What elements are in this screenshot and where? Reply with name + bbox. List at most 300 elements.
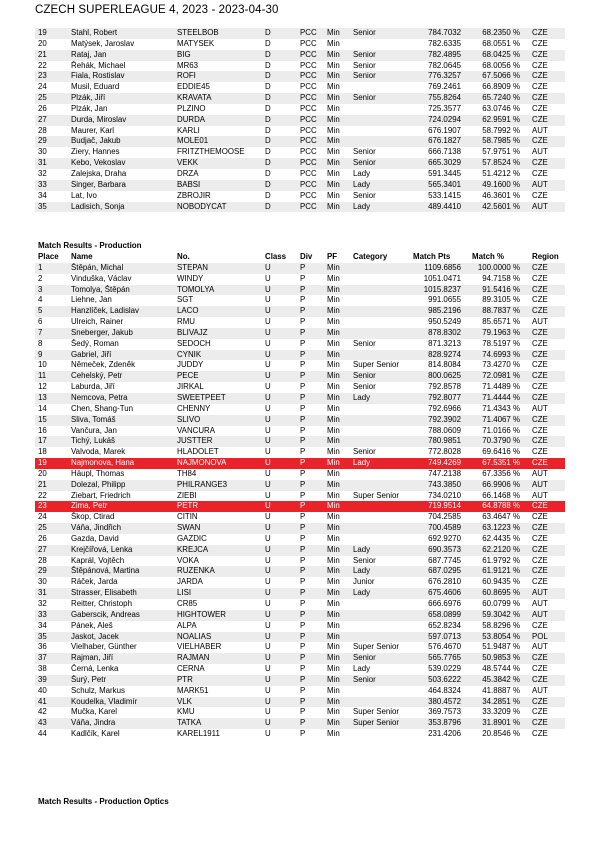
cell-match-pts: 792.8578 xyxy=(428,382,461,392)
cell-division: PCC xyxy=(300,28,317,37)
cell-division: P xyxy=(300,447,306,457)
cell-place: 25 xyxy=(38,93,47,103)
table-row xyxy=(35,480,565,491)
cell-division: P xyxy=(300,360,306,370)
cell-number: CHENNY xyxy=(177,403,211,413)
cell-match-pts: 828.9274 xyxy=(428,349,461,359)
cell-pf: Min xyxy=(327,685,340,695)
cell-region: CZE xyxy=(532,577,548,587)
table-row xyxy=(35,534,565,545)
cell-division: P xyxy=(300,631,306,641)
cell-number: VIELHABER xyxy=(177,642,222,652)
cell-pf: Min xyxy=(327,179,340,189)
cell-name: Ráček, Jarda xyxy=(71,577,118,587)
cell-number: RAJMAN xyxy=(177,653,210,663)
cell-place: 28 xyxy=(38,555,47,565)
cell-place: 11 xyxy=(38,371,47,381)
table-row xyxy=(35,621,565,632)
cell-division: PCC xyxy=(300,93,317,103)
cell-place: 29 xyxy=(38,566,47,576)
cell-pf: Min xyxy=(327,190,340,200)
cell-class: D xyxy=(265,38,271,48)
cell-match-pct: 67.3356 % xyxy=(482,468,520,478)
cell-match-pct: 51.9487 % xyxy=(482,642,520,652)
cell-region: CZE xyxy=(532,371,548,381)
header-region: Region xyxy=(532,252,559,261)
table-row xyxy=(35,577,565,588)
cell-match-pts: 675.4606 xyxy=(428,588,461,598)
cell-match-pts: 985.2196 xyxy=(428,306,461,316)
cell-match-pts: 784.7032 xyxy=(428,28,461,37)
cell-class: U xyxy=(265,718,271,728)
cell-number: KRAVATA xyxy=(177,93,212,103)
cell-pf: Min xyxy=(327,392,340,402)
cell-place: 25 xyxy=(38,523,47,533)
table-row xyxy=(35,328,565,339)
cell-region: CZE xyxy=(532,349,548,359)
cell-match-pts: 788.0609 xyxy=(428,425,461,435)
table-row xyxy=(35,426,565,437)
cell-name: Ziebart, Friedrich xyxy=(71,490,131,500)
cell-pf: Min xyxy=(327,114,340,124)
cell-place: 30 xyxy=(38,577,47,587)
table-row xyxy=(35,339,565,350)
cell-class: U xyxy=(265,284,271,294)
cell-class: U xyxy=(265,653,271,663)
table-row xyxy=(35,523,565,534)
table-row xyxy=(35,653,565,664)
cell-division: P xyxy=(300,317,306,327)
cell-name: Cehelský, Petr xyxy=(71,371,123,381)
cell-match-pct: 79.1963 % xyxy=(482,327,520,337)
cell-match-pts: 369.7573 xyxy=(428,707,461,717)
table-row xyxy=(35,566,565,577)
cell-category: Lady xyxy=(353,458,371,468)
cell-class: U xyxy=(265,425,271,435)
cell-division: PCC xyxy=(300,201,317,211)
cell-name: Váňa, Jindra xyxy=(71,718,116,728)
table-row xyxy=(35,180,565,191)
cell-pf: Min xyxy=(327,533,340,543)
cell-match-pct: 68.2350 % xyxy=(482,28,520,37)
cell-match-pts: 692.9270 xyxy=(428,533,461,543)
cell-region: CZE xyxy=(532,158,548,168)
cell-match-pts: 687.7745 xyxy=(428,555,461,565)
cell-number: HIGHTOWER xyxy=(177,609,226,619)
cell-place: 32 xyxy=(38,168,47,178)
cell-pf: Min xyxy=(327,566,340,576)
cell-region: CZE xyxy=(532,262,548,272)
table-row xyxy=(35,588,565,599)
cell-number: NOALIAS xyxy=(177,631,212,641)
cell-pf: Min xyxy=(327,49,340,59)
cell-division: P xyxy=(300,479,306,489)
cell-match-pts: 704.2585 xyxy=(428,512,461,522)
cell-number: MARK51 xyxy=(177,685,209,695)
cell-region: CZE xyxy=(532,38,548,48)
cell-number: FRITZTHEMOOSE xyxy=(177,147,245,157)
table-header-row xyxy=(35,252,565,263)
table-row xyxy=(35,50,565,61)
cell-region: CZE xyxy=(532,414,548,424)
table-row xyxy=(35,350,565,361)
cell-category: Senior xyxy=(353,447,376,457)
cell-match-pts: 676.1827 xyxy=(428,136,461,146)
cell-region: AUT xyxy=(532,317,548,327)
cell-match-pct: 57.9751 % xyxy=(482,147,520,157)
cell-category: Senior xyxy=(353,338,376,348)
cell-division: P xyxy=(300,620,306,630)
cell-match-pts: 725.3577 xyxy=(428,103,461,113)
cell-name: Kebo, Vekoslav xyxy=(71,158,126,168)
cell-match-pct: 61.9121 % xyxy=(482,566,520,576)
cell-category: Senior xyxy=(353,60,376,70)
cell-class: D xyxy=(265,147,271,157)
cell-region: CZE xyxy=(532,327,548,337)
cell-number: MATYSEK xyxy=(177,38,215,48)
cell-match-pts: 755.8264 xyxy=(428,93,461,103)
cell-number: MR63 xyxy=(177,60,199,70)
cell-name: Durda, Miroslav xyxy=(71,114,127,124)
cell-region: CZE xyxy=(532,425,548,435)
header-name: Name xyxy=(71,252,93,261)
cell-pf: Min xyxy=(327,707,340,717)
cell-pf: Min xyxy=(327,371,340,381)
cell-pf: Min xyxy=(327,71,340,81)
cell-class: D xyxy=(265,82,271,92)
cell-number: LISI xyxy=(177,588,192,598)
cell-category: Lady xyxy=(353,566,371,576)
cell-name: Jaskot, Jacek xyxy=(71,631,119,641)
cell-number: ALPA xyxy=(177,620,197,630)
cell-name: Štěpánová, Martina xyxy=(71,566,140,576)
cell-division: P xyxy=(300,349,306,359)
cell-match-pct: 68.0425 % xyxy=(482,49,520,59)
cell-number: SLIVO xyxy=(177,414,201,424)
cell-match-pct: 60.0799 % xyxy=(482,599,520,608)
cell-class: U xyxy=(265,382,271,392)
table-row xyxy=(35,317,565,328)
cell-class: U xyxy=(265,729,271,739)
cell-match-pts: 814.8084 xyxy=(428,360,461,370)
cell-number: JUSTTER xyxy=(177,436,213,446)
cell-match-pct: 58.8296 % xyxy=(482,620,520,630)
cell-division: P xyxy=(300,414,306,424)
cell-name: Zalejska, Draha xyxy=(71,168,127,178)
cell-number: RUZENKA xyxy=(177,566,215,576)
cell-number: JARDA xyxy=(177,577,203,587)
cell-division: P xyxy=(300,382,306,392)
cell-name: Stahl, Robert xyxy=(71,28,118,37)
cell-division: P xyxy=(300,338,306,348)
cell-match-pct: 20.8546 % xyxy=(482,729,520,739)
cell-pf: Min xyxy=(327,327,340,337)
cell-division: P xyxy=(300,523,306,533)
table-row xyxy=(35,61,565,72)
cell-match-pct: 42.5601 % xyxy=(482,201,520,211)
cell-region: CZE xyxy=(532,103,548,113)
cell-place: 37 xyxy=(38,653,47,663)
cell-division: P xyxy=(300,371,306,381)
cell-place: 15 xyxy=(38,414,47,424)
cell-region: CZE xyxy=(532,338,548,348)
cell-match-pts: 576.4670 xyxy=(428,642,461,652)
cell-match-pts: 772.8028 xyxy=(428,447,461,457)
cell-place: 41 xyxy=(38,696,47,706)
table-row xyxy=(35,707,565,718)
cell-region: CZE xyxy=(532,566,548,576)
cell-place: 24 xyxy=(38,82,47,92)
cell-match-pct: 71.0166 % xyxy=(482,425,520,435)
cell-category: Super Senior xyxy=(353,642,400,652)
cell-match-pct: 59.3042 % xyxy=(482,609,520,619)
cell-pf: Min xyxy=(327,479,340,489)
cell-match-pts: 591.3445 xyxy=(428,168,461,178)
cell-pf: Min xyxy=(327,382,340,392)
header-category: Category xyxy=(353,252,388,261)
cell-place: 13 xyxy=(38,392,47,402)
cell-class: D xyxy=(265,136,271,146)
cell-category: Super Senior xyxy=(353,360,400,370)
cell-category: Lady xyxy=(353,179,371,189)
table-row xyxy=(35,632,565,643)
cell-region: CZE xyxy=(532,168,548,178)
cell-match-pct: 48.5744 % xyxy=(482,664,520,674)
cell-division: P xyxy=(300,436,306,446)
cell-match-pct: 73.4270 % xyxy=(482,360,520,370)
cell-match-pts: 503.6222 xyxy=(428,674,461,684)
table-row xyxy=(35,360,565,371)
cell-region: CZE xyxy=(532,284,548,294)
table-row xyxy=(35,610,565,621)
cell-category: Senior xyxy=(353,190,376,200)
cell-match-pts: 539.0229 xyxy=(428,664,461,674)
cell-match-pct: 100.0000 % xyxy=(477,262,520,272)
cell-place: 35 xyxy=(38,631,47,641)
cell-match-pct: 45.3842 % xyxy=(482,674,520,684)
cell-class: U xyxy=(265,631,271,641)
cell-place: 35 xyxy=(38,201,47,211)
cell-place: 29 xyxy=(38,136,47,146)
table-row xyxy=(35,675,565,686)
cell-match-pts: 565.7765 xyxy=(428,653,461,663)
cell-name: Kadlčík, Karel xyxy=(71,729,120,739)
table-row xyxy=(35,104,565,115)
cell-class: U xyxy=(265,555,271,565)
cell-class: U xyxy=(265,262,271,272)
cell-name: Nemcova, Petra xyxy=(71,392,128,402)
cell-class: D xyxy=(265,60,271,70)
cell-number: PHILRANGE3 xyxy=(177,479,227,489)
cell-match-pct: 71.4343 % xyxy=(482,403,520,413)
cell-number: STEELBOB xyxy=(177,28,219,37)
cell-name: Štěpán, Michal xyxy=(71,262,124,272)
cell-division: P xyxy=(300,729,306,739)
cell-match-pts: 792.6966 xyxy=(428,403,461,413)
cell-division: P xyxy=(300,501,306,511)
section-title-production-optics: Match Results - Production Optics xyxy=(38,797,169,806)
table-row xyxy=(35,512,565,523)
cell-number: BABSI xyxy=(177,179,201,189)
cell-division: P xyxy=(300,674,306,684)
cell-name: Gaberscik, Andreas xyxy=(71,609,140,619)
cell-region: CZE xyxy=(532,49,548,59)
cell-category: Senior xyxy=(353,382,376,392)
cell-region: CZE xyxy=(532,28,548,37)
cell-place: 27 xyxy=(38,544,47,554)
cell-pf: Min xyxy=(327,295,340,305)
cell-name: Maurer, Karl xyxy=(71,125,114,135)
cell-match-pct: 60.8695 % xyxy=(482,588,520,598)
cell-pf: Min xyxy=(327,306,340,316)
cell-number: VOKA xyxy=(177,555,199,565)
cell-number: VEKK xyxy=(177,158,199,168)
cell-place: 22 xyxy=(38,60,47,70)
cell-match-pts: 464.8324 xyxy=(428,685,461,695)
cell-name: Laburda, Jiří xyxy=(71,382,115,392)
cell-class: U xyxy=(265,620,271,630)
cell-match-pts: 533.1415 xyxy=(428,190,461,200)
cell-region: AUT xyxy=(532,179,548,189)
cell-match-pct: 64.8788 % xyxy=(482,501,520,511)
cell-category: Senior xyxy=(353,147,376,157)
cell-match-pct: 34.2851 % xyxy=(482,696,520,706)
cell-pf: Min xyxy=(327,620,340,630)
table-row xyxy=(35,82,565,93)
cell-division: P xyxy=(300,392,306,402)
cell-name: Budjač, Jakub xyxy=(71,136,121,146)
cell-division: P xyxy=(300,512,306,522)
cell-number: BIG xyxy=(177,49,191,59)
cell-match-pct: 68.0056 % xyxy=(482,60,520,70)
table-row xyxy=(35,274,565,285)
cell-place: 20 xyxy=(38,468,47,478)
cell-place: 10 xyxy=(38,360,47,370)
table-row xyxy=(35,115,565,126)
cell-category: Senior xyxy=(353,93,376,103)
cell-division: P xyxy=(300,273,306,283)
cell-match-pct: 46.3601 % xyxy=(482,190,520,200)
table-row xyxy=(35,415,565,426)
results-table-continued xyxy=(35,28,565,212)
table-row xyxy=(35,686,565,697)
cell-class: U xyxy=(265,523,271,533)
cell-place: 23 xyxy=(38,501,47,511)
cell-match-pct: 53.8054 % xyxy=(482,631,520,641)
cell-match-pts: 792.8077 xyxy=(428,392,461,402)
cell-division: P xyxy=(300,468,306,478)
cell-category: Senior xyxy=(353,28,376,37)
cell-pf: Min xyxy=(327,284,340,294)
cell-match-pct: 68.0551 % xyxy=(482,38,520,48)
header-match-pts: Match Pts xyxy=(413,252,451,261)
cell-number: ZBROJIR xyxy=(177,190,211,200)
cell-name: Gabriel, Jiří xyxy=(71,349,112,359)
cell-name: Valvoda, Marek xyxy=(71,447,126,457)
cell-name: Chen, Shang-Tun xyxy=(71,403,133,413)
cell-region: AUT xyxy=(532,201,548,211)
cell-match-pct: 63.0746 % xyxy=(482,103,520,113)
cell-class: U xyxy=(265,414,271,424)
cell-category: Lady xyxy=(353,201,371,211)
cell-region: CZE xyxy=(532,533,548,543)
cell-division: P xyxy=(300,295,306,305)
cell-number: TOMOLYA xyxy=(177,284,215,294)
cell-division: PCC xyxy=(300,103,317,113)
cell-region: CZE xyxy=(532,718,548,728)
cell-name: Šurý, Petr xyxy=(71,674,107,684)
cell-match-pct: 66.1468 % xyxy=(482,490,520,500)
table-row xyxy=(35,491,565,502)
cell-name: Lat, Ivo xyxy=(71,190,97,200)
cell-number: DRZA xyxy=(177,168,199,178)
cell-place: 42 xyxy=(38,707,47,717)
cell-name: Plzák, Jan xyxy=(71,103,108,113)
cell-region: CZE xyxy=(532,114,548,124)
cell-place: 33 xyxy=(38,179,47,189)
cell-class: D xyxy=(265,158,271,168)
cell-number: JIRKAL xyxy=(177,382,204,392)
table-row xyxy=(35,697,565,708)
cell-name: Řehák, Michael xyxy=(71,60,126,70)
cell-category: Lady xyxy=(353,664,371,674)
cell-pf: Min xyxy=(327,447,340,457)
cell-place: 14 xyxy=(38,403,47,413)
cell-match-pts: 652.8234 xyxy=(428,620,461,630)
cell-class: U xyxy=(265,501,271,511)
cell-pf: Min xyxy=(327,262,340,272)
table-row xyxy=(35,93,565,104)
cell-match-pts: 871.3213 xyxy=(428,338,461,348)
cell-region: CZE xyxy=(532,707,548,717)
cell-region: AUT xyxy=(532,609,548,619)
cell-number: CYNIK xyxy=(177,349,202,359)
cell-number: PECE xyxy=(177,371,199,381)
cell-pf: Min xyxy=(327,631,340,641)
cell-match-pct: 58.7992 % xyxy=(482,125,520,135)
cell-place: 30 xyxy=(38,147,47,157)
cell-division: PCC xyxy=(300,190,317,200)
header-match-pct: Match % xyxy=(472,252,505,261)
cell-pf: Min xyxy=(327,458,340,468)
cell-pf: Min xyxy=(327,588,340,598)
cell-class: U xyxy=(265,696,271,706)
cell-match-pct: 67.5351 % xyxy=(482,458,520,468)
cell-pf: Min xyxy=(327,729,340,739)
cell-pf: Min xyxy=(327,28,340,37)
cell-region: CZE xyxy=(532,436,548,446)
cell-division: P xyxy=(300,555,306,565)
cell-number: PETR xyxy=(177,501,199,511)
table-row xyxy=(35,729,565,740)
cell-number: DURDA xyxy=(177,114,206,124)
cell-division: P xyxy=(300,544,306,554)
cell-match-pct: 72.0981 % xyxy=(482,371,520,381)
cell-place: 44 xyxy=(38,729,47,739)
cell-match-pts: 734.0210 xyxy=(428,490,461,500)
cell-place: 24 xyxy=(38,512,47,522)
cell-division: P xyxy=(300,696,306,706)
cell-name: Musil, Eduard xyxy=(71,82,120,92)
cell-class: U xyxy=(265,490,271,500)
cell-place: 19 xyxy=(38,28,47,37)
cell-pf: Min xyxy=(327,317,340,327)
cell-match-pts: 1015.8237 xyxy=(423,284,461,294)
cell-class: D xyxy=(265,71,271,81)
cell-match-pts: 749.4269 xyxy=(428,458,461,468)
cell-match-pct: 88.7837 % xyxy=(482,306,520,316)
cell-place: 7 xyxy=(38,327,43,337)
